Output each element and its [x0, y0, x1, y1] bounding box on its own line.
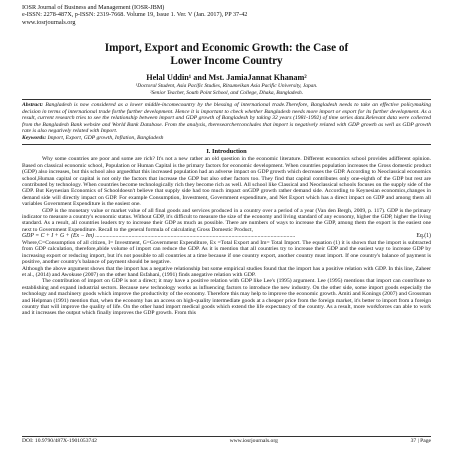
abstract [22, 102, 431, 135]
gdp-equation [22, 233, 431, 240]
abstract-bottom-rule [22, 144, 431, 145]
page-footer [22, 438, 431, 444]
footer-rule [22, 436, 431, 437]
affiliation-1: ¹Doctoral Student, Asia Pacific Studies, Ritsumeikan Asia Pacific University, Japan. [135, 83, 318, 90]
paragraph-4: Although the above argument shows that the import has a negative relationship but some empirical studies found that the import has a positive relation with GDP. In this line, Zaheer et al., (2014) and Awokuse (2007) on the other hand Esfahani, (1991) finds anegative relation with GDP. [22, 265, 431, 278]
abstract-label: Abstract: [22, 102, 44, 109]
introduction-body [22, 156, 431, 316]
journal-name: IOSR Journal of Business and Management (IOSR-JBM) [22, 4, 165, 11]
affiliation-2: ²Senior Teacher, South Point School, and College, Dhaka, Bangladesh. [149, 89, 304, 96]
keywords-text: Import, Export, GDP growth, Inflation, Bangladesh [47, 134, 164, 141]
author-names: Helal Uddin¹ and Mst. JamiaJannat Khanam² [146, 73, 307, 83]
footer-page-number: 37 | Page [410, 438, 431, 444]
paragraph-5: The contribution of import on GDP is not a direct; it may have a positive relation with GDP like Lee's (1995) argument. Lee (1995) mentions that import can contribute to establishing and expand industrial sectors. Because new technology works as influencing factors to introduce the new industry. On the other side, some import goods especially the technology and machinery goods which improve the productivity of the economy. Therefore this may help to improve the economic growth. Amiti and Konings (2007) and Grossman and Helpman (1991) mention that, when the economy has an access on high-quality intermediate goods at a cheaper price from the foreign market, it's better to import from a foreign country that will improve the quality of life. On the other hand import medical goods which extend the life expectancy of the country. As a result, more workforces can able to work and it increases the output which finally improves the GDP growth. From this [22, 278, 431, 317]
paragraph-3: Where,C=Consumption of all citizen, I= Investment, G=Government Expenditure, Ex =Total Export and Im= Total Import. The equation (1) it is shown that the import is subtracted from GDP calculation, therefore,abide volume of import can reduce the GDP. As it is mention that all countries try to increase their GDP and the easiest way to increase GDP by increasing export or reducing import, but it's not possible to all countries at a time because if one country export, another country must import. If one country's balance of payment is positive, another country's balance of payment should be negative. [22, 239, 431, 266]
paragraph-1: Why some countries are poor and some are rich? It's not a new rather an old question in the economic literature. Different economics school provides adifferent opinion. Based on classical economic school, Population or Human Capital is the primary factors for economic development. When countries population increases the Gross domestic product (GDP) also increases, but this school also arguedthat this increased population had an adverse impact on GDP growth which decreases the GDP. According to Neoclassical economics school,Human capital or capital is not only the factors that increase the GDP but also other factors too. They find that capital contributes only one-eighth of the GDP but rest are contributed by technology. When countries become technologically rich they become rich as well. All school like Classical and Neoclassical schools focuses on the supply side of the GDP. But Keynesian Economics of Schooldoesn't believe that supply side had too much impact onGDP growth rather demand side. According to Keynesian economics,changes in demand side will directly impact on GDP. For example Consumption, Investment, Government expenditure, and Net Export which has a direct impact on GDP and among them all variables Government Expenditure is the easiest one. [22, 156, 431, 208]
journal-header [22, 4, 431, 26]
affiliations [22, 83, 431, 96]
abstract-top-rule [22, 99, 431, 100]
section-heading-introduction: I. Introduction [206, 148, 247, 156]
journal-website: www.iosrjournals.org [22, 18, 76, 26]
paragraph-2: GDP is the monetary value or market value of all final goods and services produced in a country over a period of a year (Van den Bergh, 2009, p. 117). GDP is the primary indicator to measure a country's economic status. Without GDP, it's difficult to measure the size of the economy and living standard of any economy, higher the GDP, higher the living standard. As a result, all countries leaders try to increase their GDP as much as possible. There are numbers of ways to increase the GDP, among them the export is the easiest one next to Government Expenditure. Recall to the general formula of calculating Gross Domestic Product, [22, 207, 431, 233]
abstract-text: Bangladesh is now considered as a lower middle-incomecountry by the blessing of international trade.Therefore, Bangladesh needs to take an effective policymaking decision in terms of international trade forthe further development. Hence it is important to check whether Bangladesh needs more import or export for its further development. As a result, current research tries to see the relationship between import and GDP growth of Bangladesh by taking 32 years (1981-1992) of time series data.Relevant data were collected from the Bangladesh Bank website and World Bank Database. From the analysis, theresearcherconcludes that import is negatively related with GDP growth as well as GDP growth rate is also negatively related with Import. [22, 102, 431, 135]
journal-issn-volume: e-ISSN: 2278-487X, p-ISSN: 2319-7668. Volume 19, Issue 1. Ver. V (Jan. 2017), PP 37-42 [22, 11, 248, 19]
paper-title: Import, Export and Economic Growth: the Case of Lower Income Country [104, 42, 349, 68]
footer-doi: DOI: 10.9790/487X-1901053742 [22, 438, 97, 444]
equation-number: Eq.(1) [416, 233, 431, 240]
footer-website: www.iosrjournals.org [229, 438, 278, 444]
equation-body: GDP = C + I + G + (Ex − Im) .......................................................................................................................................... [22, 233, 296, 240]
keywords-label: Keywords: [22, 134, 47, 141]
keywords [22, 135, 431, 142]
